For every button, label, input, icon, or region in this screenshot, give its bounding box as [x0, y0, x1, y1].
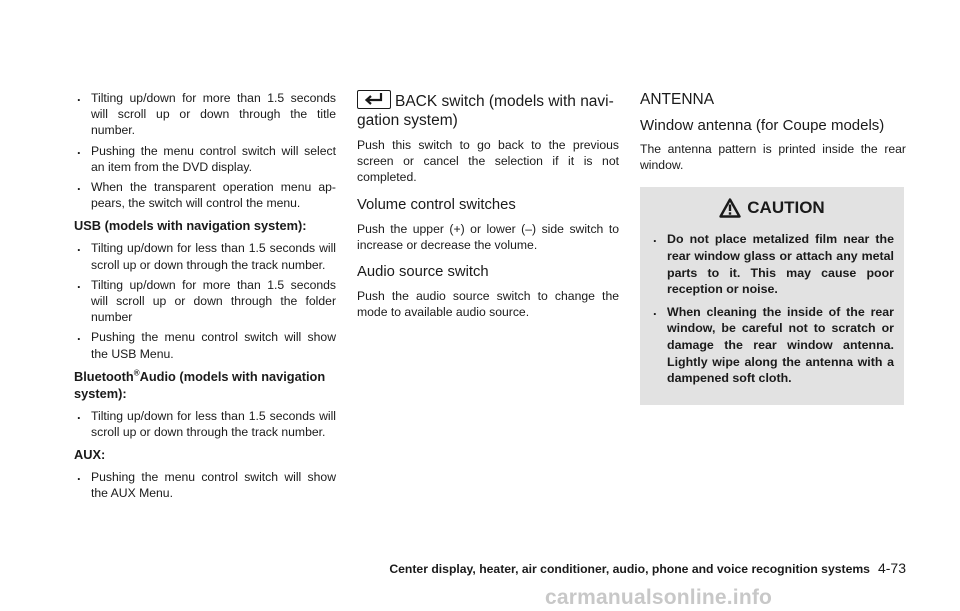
window-antenna-heading: Window antenna (for Coupe models)	[640, 117, 885, 134]
warning-triangle-icon	[719, 198, 741, 218]
page-number: 4-73	[877, 560, 906, 576]
caution-box	[640, 187, 904, 404]
bluetooth-heading-rest: Audio (models with navigation system):	[74, 368, 326, 401]
section-title: Center display, heater, air conditioner, audio, phone and voice recognition systems	[389, 562, 870, 576]
middle-column	[357, 90, 619, 330]
list-item: . Do not place metalized film near the rear window glass or attach any metal parts to it. This may cause poor reception or noise.	[650, 231, 894, 297]
volume-body: Push the upper (+) or lower (–) side switch to increase or decrease the volume.	[357, 221, 619, 252]
list-item: . When cleaning the inside of the rear window, be careful not to scratch or damage the rear window antenna. Lightly wipe along the antenna with a dampened soft cloth.	[650, 304, 894, 387]
usb-heading: USB (models with navigation system):	[74, 218, 307, 234]
back-switch-body: Push this switch to go back to the previous screen or cancel the selection if it is not completed.	[357, 138, 619, 185]
bluetooth-word: Bluetooth	[74, 368, 134, 384]
list-item: . Tilting up/down for more than 1.5 seconds will scroll up or down through the title number.	[74, 90, 336, 139]
audio-source-heading: Audio source switch	[357, 264, 489, 281]
watermark: carmanualsonline.info	[545, 586, 773, 609]
list-item: . Pushing the menu control switch will show the AUX Menu.	[74, 469, 336, 501]
bluetooth-bullet-list	[74, 408, 336, 440]
bluetooth-audio-heading	[74, 368, 336, 402]
registered-mark: ®	[133, 368, 140, 378]
page-footer	[0, 560, 906, 576]
right-column	[640, 90, 906, 405]
antenna-heading: ANTENNA	[640, 91, 715, 108]
dvd-bullet-list	[74, 90, 336, 211]
list-item: . Pushing the menu control switch will select an item from the DVD display.	[74, 143, 336, 175]
back-arrow-icon	[357, 90, 391, 109]
list-item: . Pushing the menu control switch will show the USB Menu.	[74, 329, 336, 361]
list-item: . Tilting up/down for less than 1.5 seconds will scroll up or down through the track number.	[74, 240, 336, 272]
caution-header	[650, 197, 894, 219]
window-antenna-body: The antenna pattern is printed inside the rear window.	[640, 142, 906, 173]
list-item: . When the transparent operation menu ap-pears, the switch will control the menu.	[74, 179, 336, 211]
aux-heading: AUX:	[74, 447, 106, 463]
back-switch-heading	[357, 90, 619, 130]
volume-heading: Volume control switches	[357, 196, 516, 213]
aux-bullet-list	[74, 469, 336, 501]
list-item: . Tilting up/down for more than 1.5 seconds will scroll up or down through the folder number	[74, 277, 336, 326]
caution-bullet-list	[650, 231, 894, 386]
usb-bullet-list	[74, 240, 336, 361]
caution-title: CAUTION	[747, 198, 825, 218]
list-item: . Tilting up/down for less than 1.5 seconds will scroll up or down through the track number.	[74, 408, 336, 440]
back-switch-heading-text: BACK switch (models with navi-gation system)	[357, 93, 614, 129]
left-column	[74, 90, 336, 506]
audio-source-body: Push the audio source switch to change the mode to available audio source.	[357, 289, 619, 320]
